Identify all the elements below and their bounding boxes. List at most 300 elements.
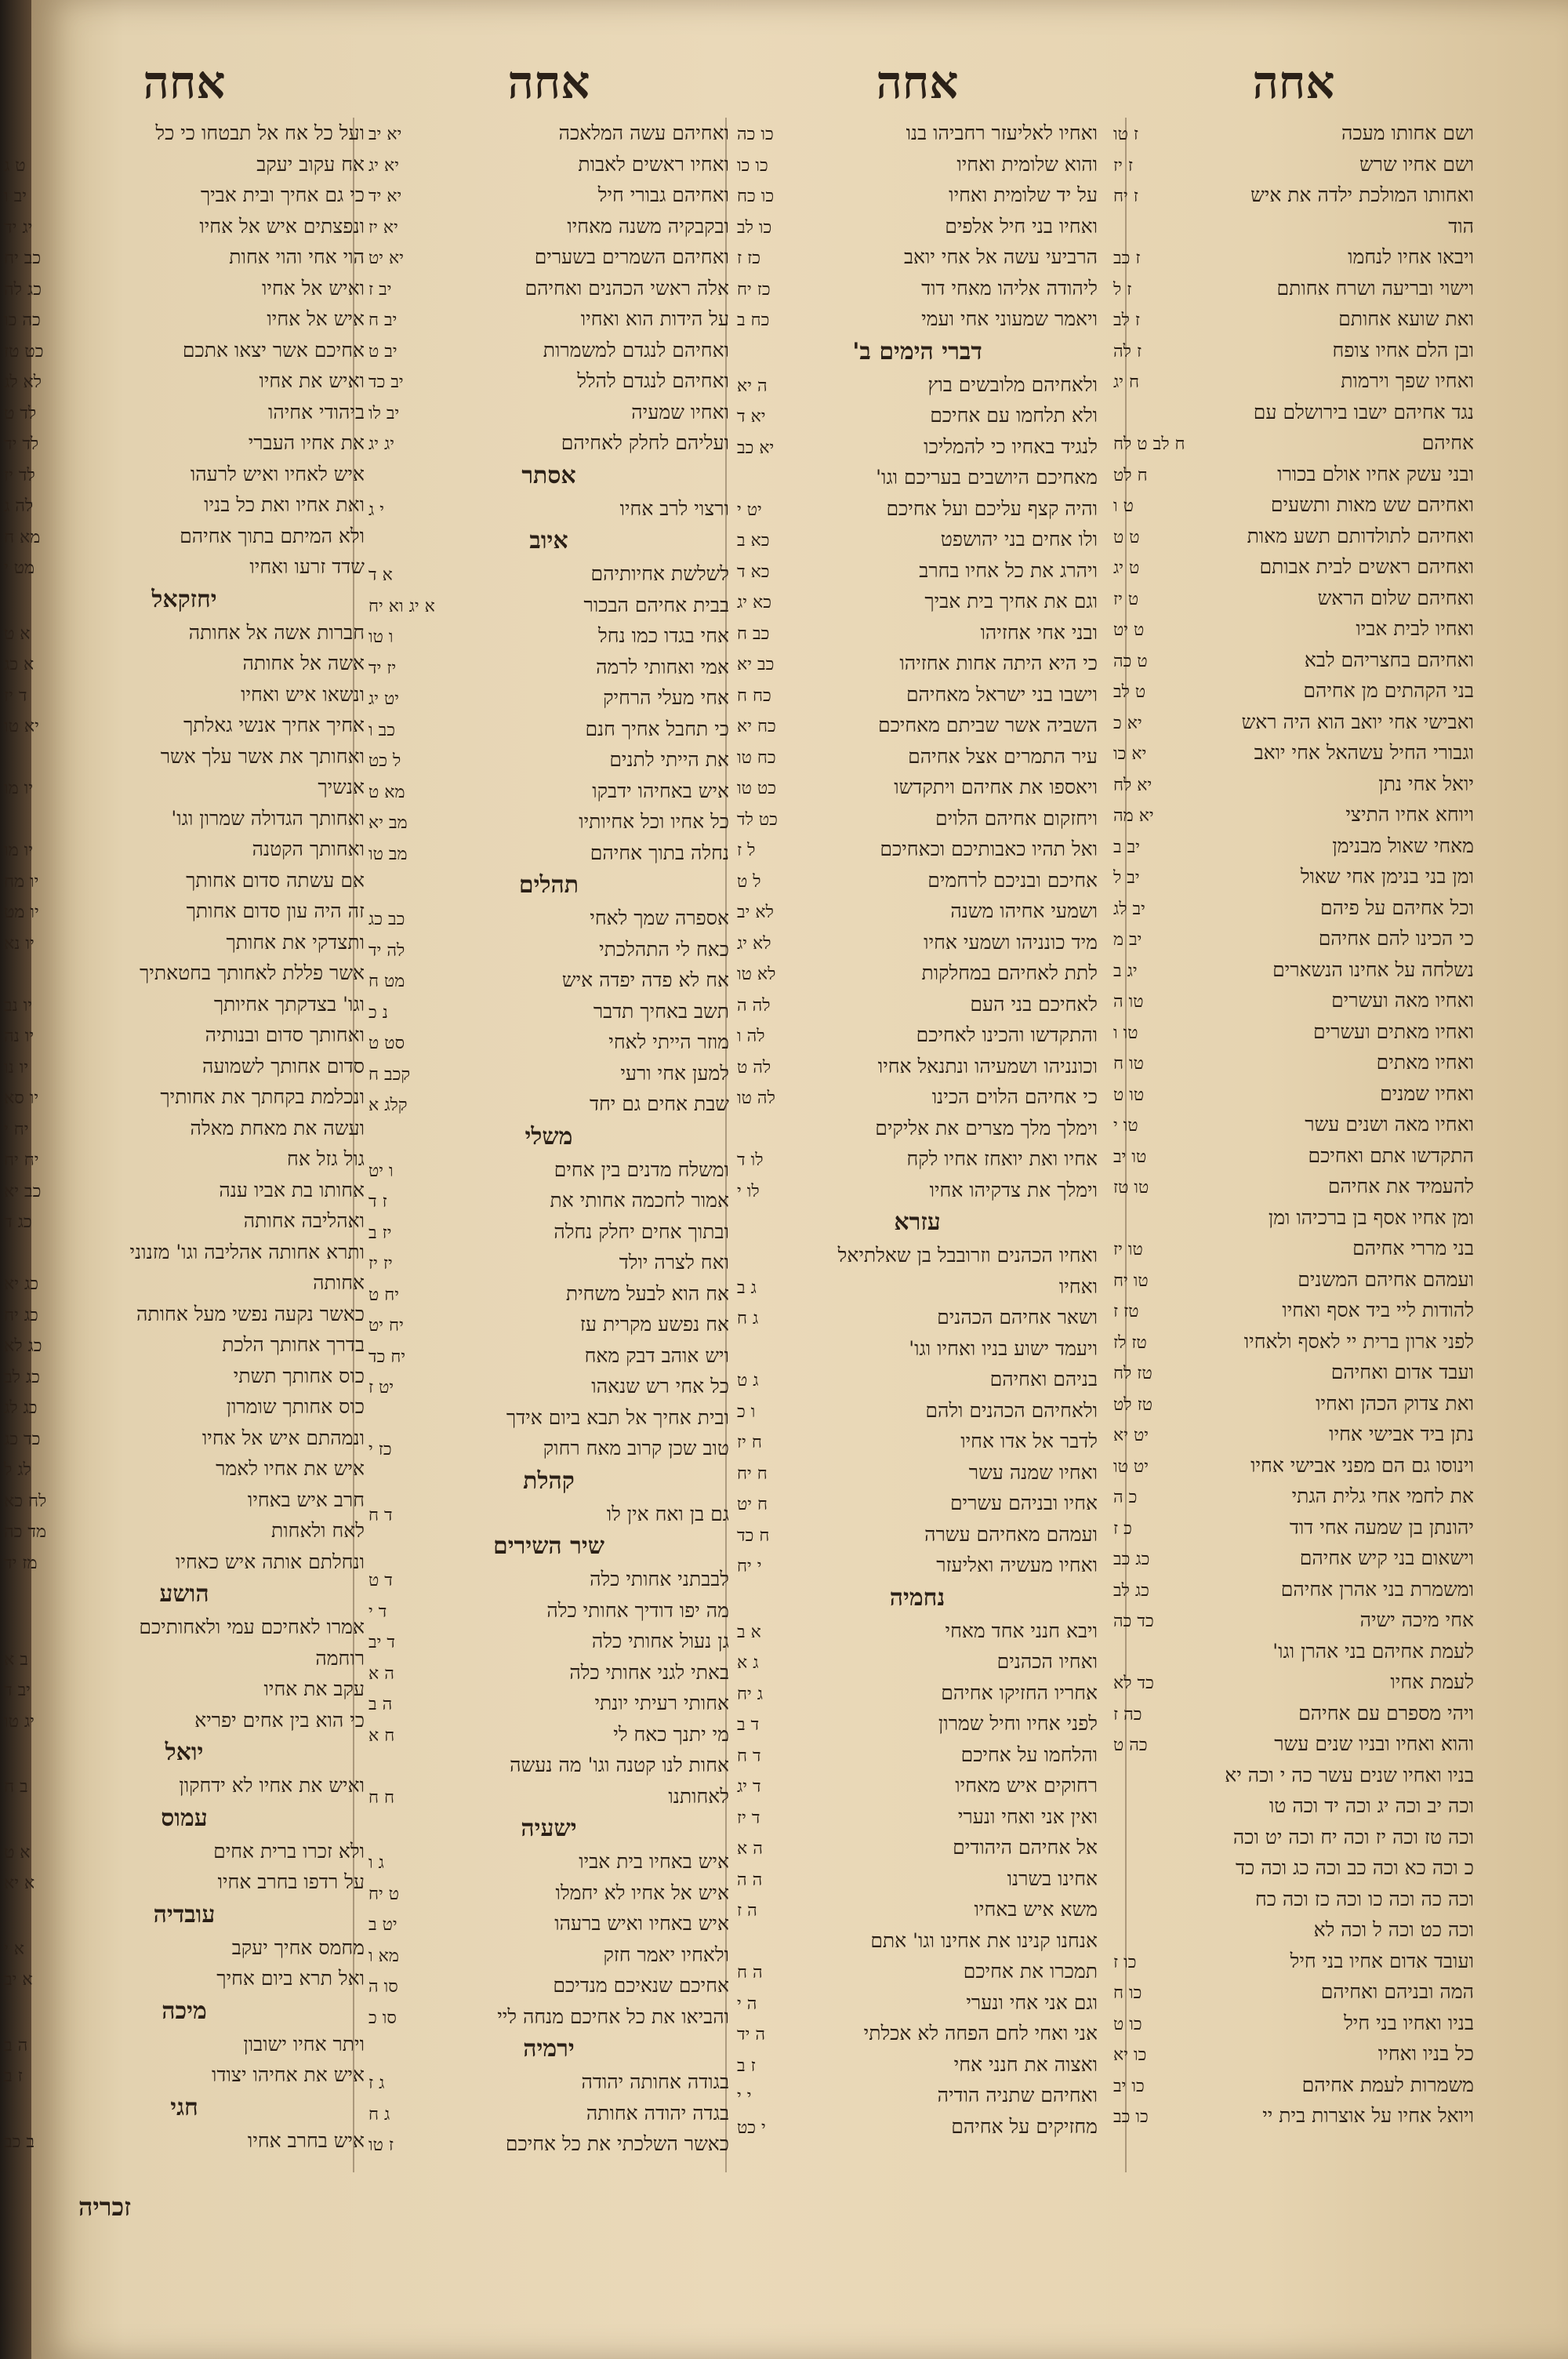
column-entries <box>737 118 1098 2142</box>
entry-reference: ג ב <box>737 1278 757 1298</box>
concordance-entry <box>368 118 729 149</box>
concordance-entry <box>1113 459 1474 490</box>
entry-reference: יח ט <box>368 1285 400 1305</box>
book-heading: יחזקאל <box>151 585 217 613</box>
entry-text: על יד שלומית ואחיו <box>949 184 1098 206</box>
concordance-page <box>4 0 1568 2359</box>
entry-reference: ט לב <box>1113 682 1146 702</box>
entry-reference: יא יד <box>368 187 402 206</box>
entry-reference: טז לט <box>1113 1394 1152 1415</box>
entry-reference: כו כח <box>737 187 775 206</box>
entry-reference: כג יח <box>4 1305 38 1325</box>
entry-text: אחיו ואת יואחז אחיו לקח <box>906 1147 1098 1170</box>
entry-reference: ז ב <box>737 2055 756 2076</box>
entry-reference: ט יח <box>368 1884 400 1904</box>
entry-reference: כו ז <box>1113 1952 1137 1972</box>
book-heading: משלי <box>524 1122 573 1150</box>
concordance-entry <box>4 1453 365 1485</box>
entry-reference: כג יא <box>4 1274 38 1294</box>
entry-reference: א כג <box>4 655 34 674</box>
entry-reference: מז יד <box>4 1553 38 1573</box>
entry-text: תשב באחיך תדבר <box>593 999 729 1023</box>
entry-reference: ז לה <box>1113 341 1142 362</box>
entry-reference: כט לד <box>737 809 778 830</box>
entry-text: אח עקוב יעקב <box>256 152 365 176</box>
entry-reference: י ג <box>368 500 385 520</box>
concordance-entry <box>4 1674 365 1705</box>
concordance-entry <box>1113 1109 1474 1140</box>
entry-reference: יו מט <box>4 903 39 922</box>
concordance-entry <box>737 865 1098 896</box>
entry-reference: ד יז <box>4 685 27 706</box>
entry-text: ולאחיהם מלובשים בוץ <box>927 373 1098 396</box>
concordance-entry <box>737 710 1098 741</box>
concordance-entry <box>4 1361 365 1392</box>
concordance-entry <box>368 1027 729 1058</box>
entry-reference: א י <box>4 1939 24 1959</box>
entry-text: והתקדשו והכינו לאחיכם <box>916 1023 1098 1046</box>
concordance-entry <box>4 304 365 335</box>
entry-text: וכה כה וכה כו וכה כז וכה כח <box>1254 1887 1474 1910</box>
book-heading: מיכה <box>162 1997 207 2025</box>
entry-text: מחזיקים על אחיהם <box>951 2114 1098 2138</box>
concordance-entry <box>4 1329 365 1361</box>
concordance-entry <box>1113 1233 1474 1264</box>
entry-text: אחיך אחיך אנשי גאלתך <box>183 714 365 736</box>
entry-reference: כג כב <box>1113 1550 1150 1569</box>
entry-reference: טו טז <box>1113 1178 1149 1198</box>
entry-text: יואל אחי נתן <box>1378 772 1474 795</box>
entry-text: זה היה עון סדום אחותך <box>186 900 365 922</box>
concordance-entry <box>737 586 1098 617</box>
entry-text: כ וכה כא וכה כב וכה כג וכה כד <box>1236 1856 1474 1879</box>
entry-text: משא איש באחיו <box>974 1898 1098 1921</box>
concordance-entry <box>368 965 729 996</box>
concordance-entry <box>4 1175 365 1206</box>
entry-reference: לג ל <box>4 1460 31 1480</box>
concordance-entry <box>368 1657 729 1688</box>
entry-text: ולא זכרו ברית אחים <box>213 1839 365 1863</box>
entry-text: ועמהם אחיהם המשנים <box>1298 1267 1474 1291</box>
entry-reference: יא מה <box>1113 806 1154 826</box>
entry-text: ואחיהם בחצריהם לבא <box>1304 648 1474 671</box>
entry-text: ונפצתים איש אל אחיו <box>199 214 365 238</box>
concordance-entry <box>1113 1852 1474 1884</box>
concordance-entry <box>4 1836 365 1867</box>
concordance-entry <box>1113 799 1474 831</box>
entry-text: ואחיו מאה ושנים עשר <box>1305 1113 1474 1136</box>
concordance-entry <box>737 1333 1098 1365</box>
entry-text: והוא שלומית ואחיו <box>956 152 1098 176</box>
entry-reference: יא טו <box>4 717 39 736</box>
concordance-entry <box>368 335 729 366</box>
entry-reference: יו מו <box>4 841 34 860</box>
concordance-entry <box>737 118 1098 149</box>
entry-reference: ז טו <box>1113 125 1139 144</box>
entry-text: ליהודה אליהו מאחי דוד <box>921 276 1098 300</box>
concordance-entry <box>368 2066 729 2098</box>
entry-text: אספרה שמך לאחי <box>590 907 729 929</box>
concordance-entry <box>1113 2100 1474 2132</box>
entry-text: ואצוה את חנני אחי <box>953 2052 1098 2076</box>
entry-reference: כא יג <box>737 593 771 612</box>
entry-text: אחיהם <box>1421 431 1474 454</box>
entry-text: לעמת אחיהם בני אהרן וגו' <box>1272 1639 1474 1663</box>
entry-text: ולאחיהם הכהנים ולהם <box>925 1398 1098 1422</box>
entry-text: אחיכם שנאיכם מנדיכם <box>553 1974 729 1997</box>
concordance-entry <box>4 2029 365 2060</box>
entry-reference: כד לא <box>1113 1674 1154 1693</box>
concordance-entry <box>1113 985 1474 1016</box>
concordance-entry <box>1113 273 1474 304</box>
entry-reference: כז י <box>368 1440 392 1459</box>
entry-reference: א ב <box>737 1622 761 1642</box>
entry-text: ומן בני בנימן אחי שאול <box>1300 865 1474 888</box>
concordance-entry <box>4 397 365 428</box>
entry-reference: ט ט <box>1113 527 1140 547</box>
entry-text: ואחיו הכהנים <box>996 1650 1098 1673</box>
concordance-entry <box>4 1113 365 1144</box>
concordance-entry <box>368 1750 729 1781</box>
entry-text: ואחותו המולכת ילדה את איש <box>1250 184 1474 206</box>
concordance-entry <box>368 1089 729 1120</box>
entry-text: ואחיהם שתניה הודיה <box>937 2084 1098 2106</box>
concordance-entry <box>368 180 729 211</box>
entry-text: ושאר אחיהם הכהנים <box>937 1306 1098 1329</box>
concordance-entry <box>1113 1790 1474 1822</box>
entry-reference: יא יג <box>368 155 399 176</box>
entry-reference: כד כה <box>1113 1612 1154 1631</box>
entry-reference: כ ז <box>1113 1518 1132 1539</box>
entry-text: אחיכם אשר יצאו אתכם <box>182 338 365 362</box>
entry-reference: מא ו <box>368 1946 399 1966</box>
entry-text: ואיש את אחיו <box>259 369 365 392</box>
entry-text: ובני אחי אחזיהו <box>980 620 1098 644</box>
entry-text: ואחיו בני חיל אלפים <box>945 214 1098 238</box>
entry-reference: כג לג <box>4 1398 38 1418</box>
entry-text: ואחיהם גבורי חיל <box>597 184 729 206</box>
entry-text: והביאו את כל אחיכם מנחה ליי <box>497 2005 729 2028</box>
concordance-entry <box>737 1770 1098 1801</box>
entry-reference: יב לו <box>368 403 400 423</box>
entry-text: וכל אחיהם על פיהם <box>1320 896 1474 919</box>
entry-text: בני מררי אחיהם <box>1352 1237 1474 1259</box>
entry-reference: ו טו <box>368 627 394 647</box>
entry-reference: כו ט <box>1113 2014 1142 2034</box>
concordance-entry <box>1113 769 1474 800</box>
entry-text: וינוסו גם הם מפני אבישי אחיו <box>1250 1453 1474 1477</box>
entry-text: אחריו החזיקו אחיהם <box>941 1681 1098 1704</box>
entry-reference: מד כה <box>4 1522 47 1542</box>
entry-reference: ה ח <box>737 1963 763 1983</box>
concordance-entry <box>737 679 1098 711</box>
entry-text: אחי מיכה ישיה <box>1359 1608 1474 1631</box>
entry-reference: לה ט <box>737 1057 771 1078</box>
entry-reference: ט יט <box>1113 620 1145 640</box>
entry-reference: ו יט <box>368 1161 394 1181</box>
entry-reference: יב ל <box>1113 868 1140 888</box>
concordance-entry <box>4 710 365 741</box>
concordance-entry <box>4 834 365 865</box>
entry-text: את אחיו העברי <box>248 431 365 454</box>
concordance-entry <box>737 1020 1098 1051</box>
entry-reference: כה ט <box>1113 1736 1148 1755</box>
concordance-entry <box>1113 892 1474 924</box>
entry-text: להודות ליי ביד אסף ואחיו <box>1282 1299 1474 1321</box>
concordance-entry <box>737 524 1098 555</box>
concordance-entry <box>4 1299 365 1330</box>
entry-reference: כא ד <box>737 562 770 582</box>
concordance-entry <box>1113 304 1474 335</box>
concordance-entry <box>1113 861 1474 892</box>
concordance-entry <box>1113 1264 1474 1296</box>
entry-reference: יא יז <box>368 217 398 238</box>
book-heading: תהלים <box>518 871 579 899</box>
entry-text: וגם אני אחי ונערי <box>966 1990 1098 2014</box>
entry-text: ויהרג את כל אחיו בחרב <box>919 558 1098 582</box>
entry-reference: כב יא <box>4 1181 42 1201</box>
concordance-entry <box>368 1340 729 1372</box>
concordance-entry <box>4 989 365 1020</box>
concordance-entry <box>368 1185 729 1216</box>
column-heading: אחה <box>507 56 590 109</box>
entry-reference: ח ח <box>368 1787 395 1808</box>
entry-text: איש את אחיהו יצודו <box>212 2063 365 2086</box>
entry-text: ואת צדוק הכהן ואחיו <box>1316 1391 1474 1415</box>
entry-reference: ה ז <box>737 1901 757 1921</box>
entry-reference: ד יג <box>737 1777 761 1797</box>
entry-text: ואחיהם שש מאות ותשעים <box>1270 493 1474 516</box>
concordance-entry <box>737 741 1098 772</box>
entry-reference: לה ג <box>4 496 34 516</box>
concordance-entry <box>1113 923 1474 954</box>
concordance-entry <box>1113 1016 1474 1048</box>
concordance-entry <box>368 1433 729 1464</box>
concordance-entry <box>4 1081 365 1113</box>
entry-reference: לה ה <box>737 995 771 1016</box>
concordance-entry <box>1113 1388 1474 1419</box>
concordance-entry <box>737 493 1098 525</box>
book-heading: נחמיה <box>889 1583 946 1612</box>
entry-text: ולו אחים בני יהושפט <box>940 528 1098 551</box>
entry-text: ויואל אחיו על אוצרות בית יי <box>1262 2104 1474 2127</box>
entry-reference: לו י <box>737 1181 760 1201</box>
entry-text: ועבד אדום ואחיהם <box>1330 1361 1474 1383</box>
concordance-entry <box>368 1371 729 1402</box>
concordance-entry <box>737 2111 1098 2143</box>
entry-reference: ז יז <box>1113 155 1134 176</box>
concordance-entry <box>368 590 729 621</box>
concordance-entry <box>1113 1326 1474 1358</box>
entry-text: נחלה בתוך אחיהם <box>590 841 729 864</box>
entry-text: המה ובניהם ואחיהם <box>1320 1980 1474 2003</box>
entry-text: מאחי שאול מבנימן <box>1332 834 1474 857</box>
concordance-entry <box>368 1846 729 1877</box>
entry-reference: יח י <box>4 1119 29 1140</box>
entry-text: ומשלח מדנים בין אחים <box>554 1158 729 1181</box>
entry-reference: כז ז <box>737 249 761 268</box>
entry-text: לאחותנו <box>668 1784 729 1808</box>
entry-reference: יא כו <box>1113 744 1147 764</box>
concordance-entry <box>737 400 1098 431</box>
entry-text: ואחיו <box>1058 1274 1098 1298</box>
concordance-entry <box>368 558 729 590</box>
entry-text: בניהם ואחיהם <box>989 1368 1098 1390</box>
entry-text: ביהודי אחיהו <box>267 400 365 423</box>
entry-text: לשלשת אחיותיהם <box>590 562 729 585</box>
concordance-entry <box>368 1564 729 1595</box>
concordance-entry <box>1113 645 1474 676</box>
entry-text: כאשר נקעה נפשי מעל אחותה <box>136 1302 365 1325</box>
entry-reference: מט י <box>4 558 35 578</box>
entry-text: כי תחבל אחיך חנם <box>585 717 729 740</box>
entry-reference: ז ל <box>1113 279 1132 300</box>
entry-reference: ה ב <box>4 2035 28 2055</box>
concordance-entry <box>4 927 365 958</box>
column-3 <box>368 47 729 2321</box>
entry-reference: יח יט <box>368 1316 404 1336</box>
entry-text: ואחיהם לנגדם להלל <box>577 369 729 392</box>
concordance-entry <box>737 1081 1098 1113</box>
book-heading: קהלת <box>523 1467 575 1495</box>
entry-text: רוחמה <box>315 1646 365 1670</box>
concordance-entry <box>737 958 1098 989</box>
entry-text: ואחיו הכהנים וזרובבל בן שאלתיאל <box>837 1244 1098 1267</box>
entry-reference: כו יב <box>1113 2076 1145 2096</box>
entry-text: לפני אחיו וחיל שמרון <box>938 1712 1098 1735</box>
concordance-entry <box>737 1143 1098 1175</box>
entry-reference: ל ז <box>737 841 756 860</box>
entry-reference: כד כג <box>4 1429 41 1449</box>
entry-reference: לא יג <box>737 933 771 954</box>
entry-reference: כו כה <box>737 125 774 144</box>
entry-text: אחינו בשרנו <box>1007 1866 1098 1890</box>
entry-reference: כה כו <box>4 311 41 330</box>
entry-reference: יג יג <box>368 434 395 454</box>
entry-text: מאחיכם היושבים בעריכם וגו' <box>876 466 1098 489</box>
concordance-entry <box>4 1423 365 1454</box>
entry-text: ואל תרא ביום אחיך <box>216 1967 365 1990</box>
entry-reference: כט טו <box>737 779 776 798</box>
entry-reference: ז טו <box>368 2135 394 2155</box>
concordance-entry <box>1113 335 1474 366</box>
concordance-entry <box>737 648 1098 679</box>
entry-text: עקב את אחיו <box>263 1677 365 1700</box>
entry-reference: ט יז <box>1113 589 1139 609</box>
entry-reference: כח ב <box>737 311 770 330</box>
entry-reference: יט טו <box>1113 1456 1149 1477</box>
book-heading: עזרא <box>894 1209 941 1236</box>
concordance-entry <box>4 365 365 397</box>
entry-text: ובתוך אחים יחלק נחלה <box>554 1219 729 1243</box>
entry-reference: קלג א <box>368 1096 408 1115</box>
concordance-entry <box>368 714 729 745</box>
entry-text: את לחמי אחי גלית הגתי <box>1291 1485 1474 1507</box>
entry-text: ואחיהם השמרים בשערים <box>534 245 729 268</box>
entry-text: מחמס אחיך יעקב <box>231 1936 365 1959</box>
concordance-entry <box>1113 1047 1474 1078</box>
entry-text: שבת אחים גם יחד <box>589 1092 729 1115</box>
concordance-entry <box>368 996 729 1027</box>
entry-reference: מט ח <box>368 972 405 991</box>
entry-text: ואל תהיו כאבותיכם וכאחיכם <box>880 838 1098 860</box>
concordance-entry <box>737 1894 1098 1925</box>
concordance-entry <box>737 1677 1098 1709</box>
entry-reference: טז לח <box>1113 1364 1152 1383</box>
entry-reference: ל ט <box>737 871 761 892</box>
concordance-entry <box>368 1970 729 2001</box>
concordance-entry <box>368 1781 729 1812</box>
entry-text: רחוקים איש מאחיו <box>955 1774 1098 1797</box>
concordance-entry <box>1113 1202 1474 1234</box>
entry-reference: כו ח <box>1113 1983 1142 2003</box>
entry-reference: יב ב <box>1113 837 1140 857</box>
concordance-entry <box>737 1801 1098 1833</box>
entry-reference: ב כב <box>4 2132 34 2152</box>
entry-reference: לא יב <box>737 903 774 922</box>
concordance-entry <box>737 1708 1098 1739</box>
concordance-entry <box>1113 118 1474 149</box>
entry-text: כי אחיהם הלוים הכינו <box>931 1085 1098 1108</box>
entry-text: אמרו לאחיכם עמי ולאחותיכם <box>139 1616 365 1638</box>
concordance-entry <box>4 741 365 772</box>
entry-text: כל אחי רש שנאהו <box>591 1375 729 1398</box>
concordance-entry <box>368 1058 729 1089</box>
concordance-entry <box>368 744 729 776</box>
concordance-entry <box>737 1488 1098 1519</box>
entry-text: שדד זרעו ואחיו <box>249 555 365 578</box>
concordance-entry <box>737 149 1098 180</box>
concordance-entry <box>737 273 1098 304</box>
entry-text: לעמת אחיו <box>1390 1670 1474 1693</box>
concordance-entry <box>4 211 365 242</box>
column-heading: אחה <box>1252 56 1335 109</box>
concordance-entry <box>737 1051 1098 1082</box>
entry-text: ואיש את אחיו לא ידחקון <box>179 1774 365 1797</box>
column-1 <box>1113 47 1474 2321</box>
entry-reference: סו כ <box>368 2008 397 2028</box>
concordance-entry <box>1113 1543 1474 1574</box>
entry-reference: י י <box>737 2087 752 2106</box>
entry-text: ואחיהם עשה המלאכה <box>558 122 729 144</box>
concordance-entry <box>1113 1295 1474 1326</box>
concordance-entry <box>4 1612 365 1643</box>
entry-reference: כו לב <box>737 217 772 238</box>
concordance-entry <box>737 1175 1098 1206</box>
concordance-entry <box>4 617 365 649</box>
entry-reference: ח יט <box>737 1495 768 1514</box>
column-entries <box>1113 118 1474 2132</box>
entry-reference: ג יח <box>737 1684 764 1704</box>
entry-reference: ה א <box>368 1663 394 1684</box>
entry-text: השביה אשר שביתם מאחיכם <box>877 714 1098 736</box>
column-entries <box>368 118 729 2160</box>
entry-text: בגודה אחותה יהודה <box>581 2070 729 2093</box>
entry-text: ועמהם מאחיהם עשרה <box>924 1522 1098 1546</box>
concordance-entry <box>4 1963 365 1994</box>
concordance-entry <box>4 1547 365 1578</box>
entry-text: ונחלתם אותה איש כאחיו <box>176 1550 365 1573</box>
concordance-entry <box>368 682 729 714</box>
entry-reference: יח כד <box>368 1347 406 1367</box>
entry-reference: יא לח <box>1113 775 1152 795</box>
entry-reference: כג לב <box>1113 1580 1149 1601</box>
concordance-entry <box>4 1932 365 1964</box>
entry-text: והלחמו על אחיכם <box>960 1743 1098 1766</box>
entry-text: לאחיכם בני העם <box>970 992 1098 1016</box>
entry-text: וגבורי החיל עשהאל אחי יואב <box>1254 741 1474 764</box>
entry-reference: ג א <box>737 1653 759 1673</box>
